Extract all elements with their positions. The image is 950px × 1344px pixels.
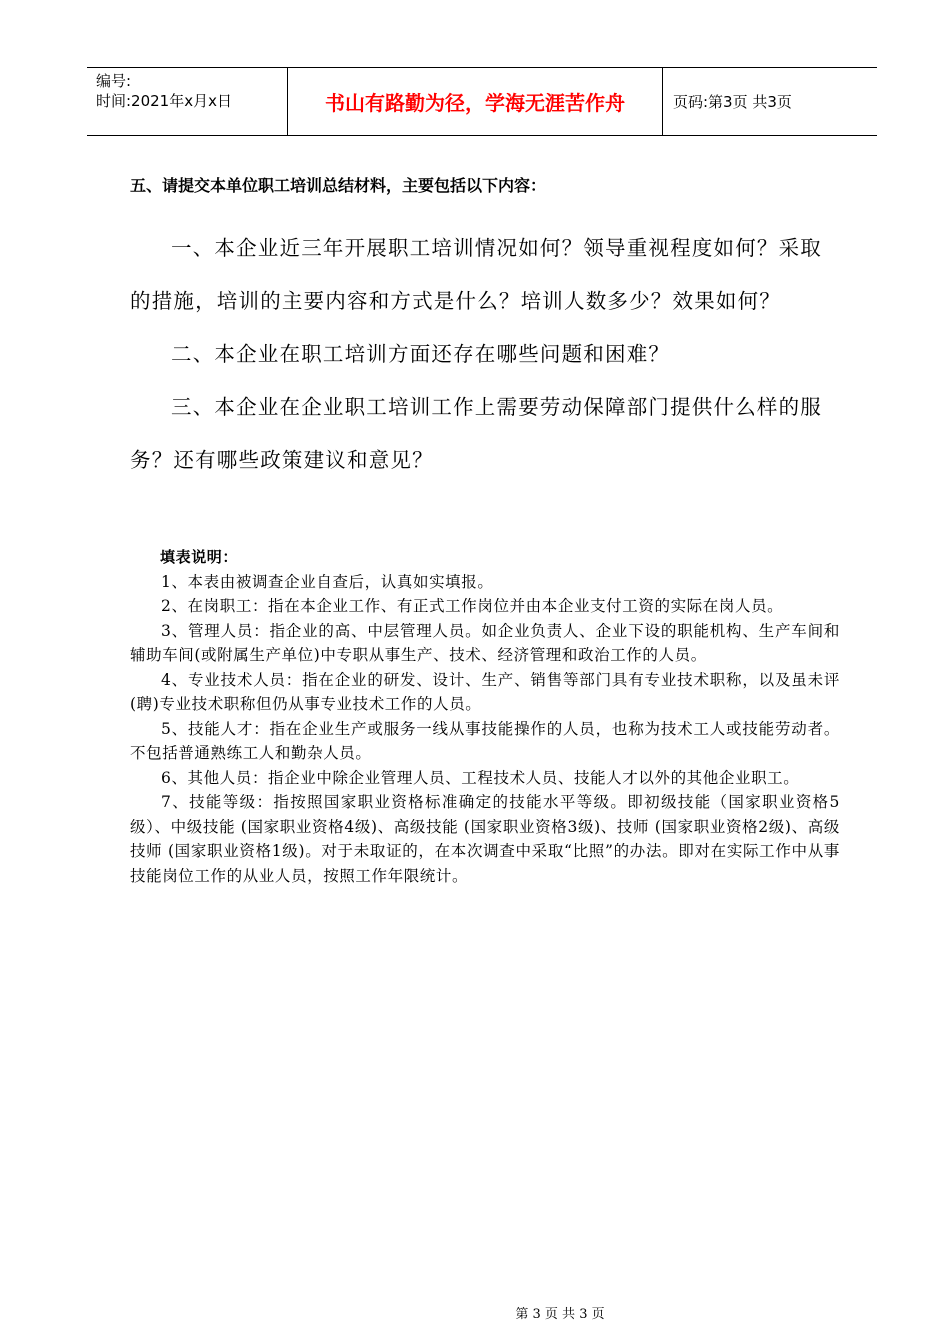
note-item-2: 2、在岗职工：指在本企业工作、有正式工作岗位并由本企业支付工资的实际在岗人员。 [161,597,784,615]
note-item-4: 4、专业技术人员：指在企业的研发、设计、生产、销售等部门具有专业技术职称，以及虽未评(聘)专业技术职称但仍从事专业技术工作的人员。 [130,670,840,713]
note-item-5: 5、技能人才：指在企业生产或服务一线从事技能操作的人员，也称为技术工人或技能劳动者。不包括普通熟练工人和勤杂人员。 [130,719,840,762]
document-number-label: 编号: [96,71,132,90]
note-item-1: 1、本表由被调查企业自查后，认真如实填报。 [161,572,494,591]
document-header [87,67,877,136]
note-item-3: 3、管理人员：指企业的高、中层管理人员。如企业负责人、企业下设的职能机构、生产车间和辅助车间(或附属生产单位)中专职从事生产、技术、经济管理和政治工作的人员。 [130,621,840,664]
page-footer: 第 3 页 共 3 页 [515,1307,605,1322]
question-item-2: 二、本企业在职工培训方面还存在哪些问题和困难？ [171,342,671,366]
filling-notes [130,545,840,888]
header-page-label: 页码:第3页 共3页 [663,68,878,136]
note-item-7: 7、技能等级：指按照国家职业资格标准确定的技能水平等级。即初级技能（国家职业资格5级）、中级技能 (国家职业资格4级)、高级技能 (国家职业资格3级)、技师 (国家职业资格2级)、高级技师 (国家职业资格1级)。对于未取证的，在本次调查中采取“比照”的办法。即对在实际工作中从事技能岗位工作的从业人员，按照工作年限统计。 [130,793,840,885]
section-heading: 五、请提交本单位职工培训总结材料，主要包括以下内容： [130,176,547,195]
header-info-cell [87,68,288,136]
notes-title: 填表说明： [160,548,239,566]
question-list [130,222,835,487]
document-time-label: 时间:2021年x月x日 [96,91,232,110]
question-item-1: 一、本企业近三年开展职工培训情况如何？领导重视程度如何？采取的措施，培训的主要内容和方式是什么？培训人数多少？效果如何？ [130,236,822,313]
question-item-3: 三、本企业在企业职工培训工作上需要劳动保障部门提供什么样的服务？还有哪些政策建议和意见？ [130,395,822,472]
header-motto: 书山有路勤为径，学海无涯苦作舟 [288,68,663,136]
note-item-6: 6、其他人员：指企业中除企业管理人员、工程技术人员、技能人才以外的其他企业职工。 [161,768,800,787]
